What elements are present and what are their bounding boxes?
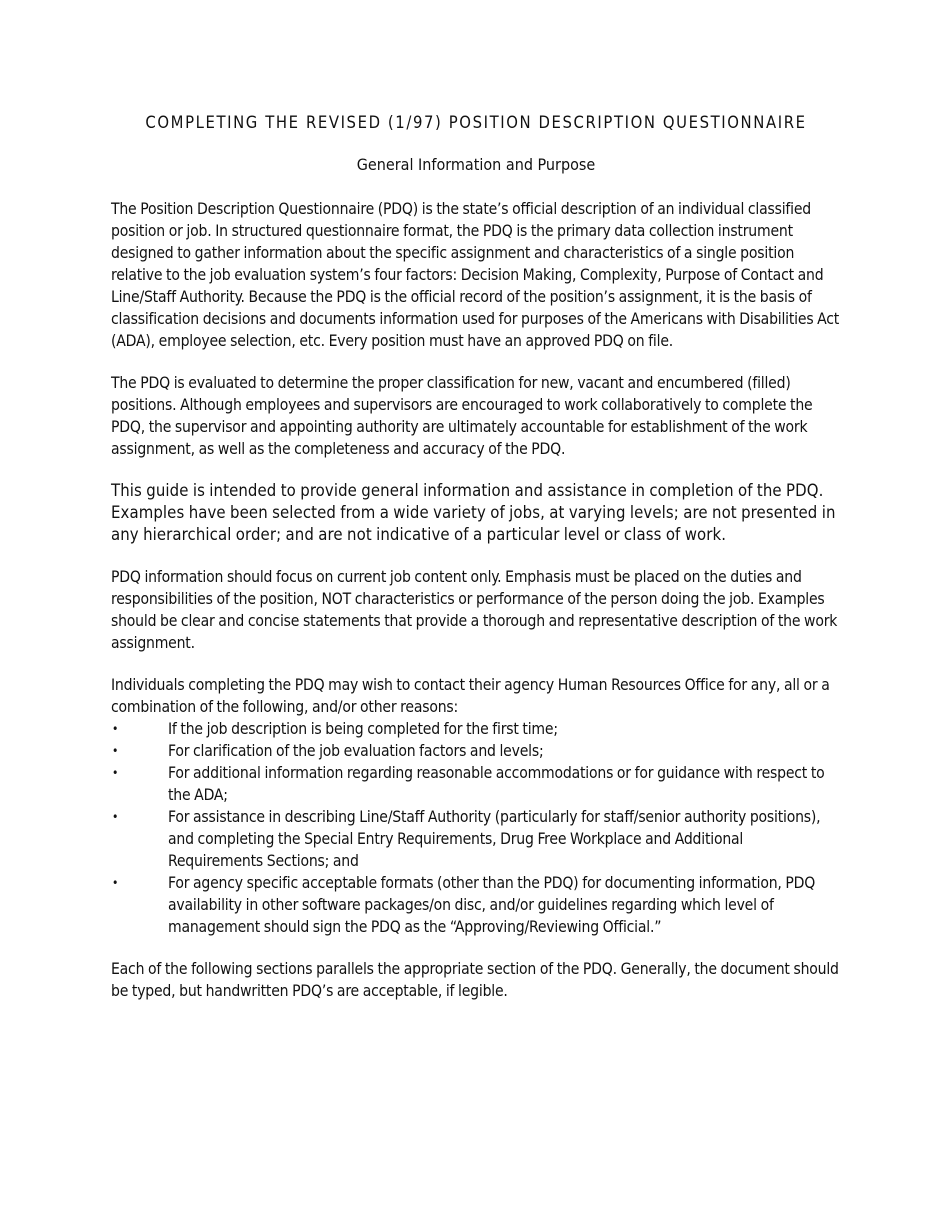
paragraph-closing: Each of the following sections parallels the appropriate section of the PDQ. Generally, the document should be typed, but handwritten PDQ’s are acceptable, if legible. — [111, 960, 839, 1000]
list-item — [111, 740, 841, 762]
list-item-text: If the job description is being completed for the first time; — [168, 720, 558, 738]
document-body — [111, 110, 841, 1002]
bullet-icon: • — [112, 810, 119, 824]
list-item-text: For agency specific acceptable formats (other than the PDQ) for documenting information, PDQ availability in other software packages/on disc, and/or guidelines regarding which level of management should sign the PDQ as the “Approving/Reviewing Official.” — [168, 874, 816, 936]
paragraph-contact-hr: Individuals completing the PDQ may wish to contact their agency Human Resources Office for any, all or a combination of the following, and/or other reasons: — [111, 676, 830, 716]
list-item — [111, 806, 841, 872]
bullet-icon: • — [112, 766, 119, 780]
document-title: COMPLETING THE REVISED (1/97) POSITION DESCRIPTION QUESTIONNAIRE — [145, 113, 807, 132]
reasons-list — [111, 718, 841, 938]
list-item — [111, 872, 841, 938]
paragraph-pdq-definition: The Position Description Questionnaire (PDQ) is the state’s official description of an individual classified position or job. In structured questionnaire format, the PDQ is the primary data collection instrument designed to gather information about the specific assignment and characteristics of a single position relative to the job evaluation system’s four factors: Decision Making, Complexity, Purpose of Contact and Line/Staff Authority. Because the PDQ is the official record of the position’s assignment, it is the basis of classification decisions and documents information used for purposes of the Americans with Disabilities Act (ADA), employee selection, etc. Every position must have an approved PDQ on file. — [111, 200, 840, 350]
paragraph-pdq-evaluation: The PDQ is evaluated to determine the proper classification for new, vacant and encumbered (filled) positions. Although employees and supervisors are encouraged to work collaboratively to complete the PDQ, the supervisor and appointing authority are ultimately accountable for establishment of the work assignment, as well as the completeness and accuracy of the PDQ. — [111, 374, 813, 458]
paragraph-job-content: PDQ information should focus on current job content only. Emphasis must be placed on the duties and responsibilities of the position, NOT characteristics or performance of the person doing the job. Examples should be clear and concise statements that provide a thorough and representative description of the work assignment. — [111, 568, 838, 652]
section-heading: General Information and Purpose — [356, 155, 596, 174]
paragraph-guide-purpose: This guide is intended to provide general information and assistance in completion of the PDQ. Examples have been selected from a wide variety of jobs, at varying levels; are not presented in any hierarchical order; and are not indicative of a particular level or class of work. — [111, 481, 836, 544]
bullet-icon: • — [112, 744, 119, 758]
list-item — [111, 762, 841, 806]
bullet-icon: • — [112, 876, 119, 890]
bullet-icon: • — [112, 722, 119, 736]
list-item-text: For additional information regarding reasonable accommodations or for guidance with respect to the ADA; — [168, 764, 825, 804]
list-item — [111, 718, 841, 740]
list-item-text: For assistance in describing Line/Staff Authority (particularly for staff/senior authority positions), and completing the Special Entry Requirements, Drug Free Workplace and Additional Requirements Sections; and — [168, 808, 821, 870]
list-item-text: For clarification of the job evaluation factors and levels; — [168, 742, 544, 760]
